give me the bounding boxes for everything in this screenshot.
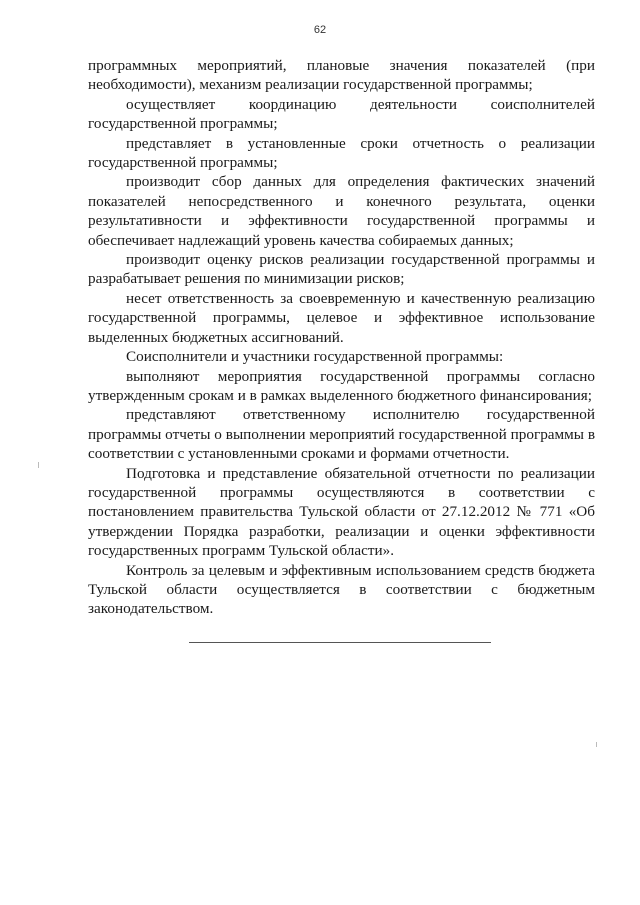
paragraph: Контроль за целевым и эффективным использованием средств бюджета Тульской области осуществляется в соответствии с бюджетным законодательством. — [88, 561, 595, 618]
closing-divider-line — [189, 642, 491, 643]
paragraph: осуществляет координацию деятельности соисполнителей государственной программы; — [88, 95, 595, 133]
document-body — [88, 56, 595, 619]
page-number: 62 — [313, 24, 327, 36]
paragraph: Подготовка и представление обязательной отчетности по реализации государственной программы осуществляются в соответствии с постановлением правительства Тульской области от 27.12.2012 № 771 «Об утверждении Порядка разработки, реализации и оценки эффективности государственных программ Тульской области». — [88, 464, 595, 560]
paragraph: выполняют мероприятия государственной программы согласно утвержденным срокам и в рамках выделенного бюджетного финансирования; — [88, 367, 595, 404]
paragraph: программных мероприятий, плановые значения показателей (при необходимости), механизм реализации государственной программы; — [88, 57, 595, 94]
paragraph: производит сбор данных для определения фактических значений показателей непосредственного и конечного результата, оценки результативности и эффективности государственной программы и обеспечивает надлежащий уровень качества собираемых данных; — [88, 173, 595, 249]
paragraph: представляет в установленные сроки отчетность о реализации государственной программы; — [88, 134, 595, 172]
paragraph: представляют ответственному исполнителю государственной программы отчеты о выполнении мероприятий государственной программы в соответствии с установленными сроками и формами отчетности. — [88, 406, 595, 463]
scan-mark — [596, 742, 597, 747]
paragraph: производит оценку рисков реализации государственной программы и разрабатывает решения по минимизации рисков; — [88, 251, 595, 288]
paragraph: Соисполнители и участники государственной программы: — [126, 348, 504, 366]
scan-mark — [38, 462, 39, 468]
paragraph: несет ответственность за своевременную и качественную реализацию государственной программы, целевое и эффективное использование выделенных бюджетных ассигнований. — [88, 289, 595, 346]
